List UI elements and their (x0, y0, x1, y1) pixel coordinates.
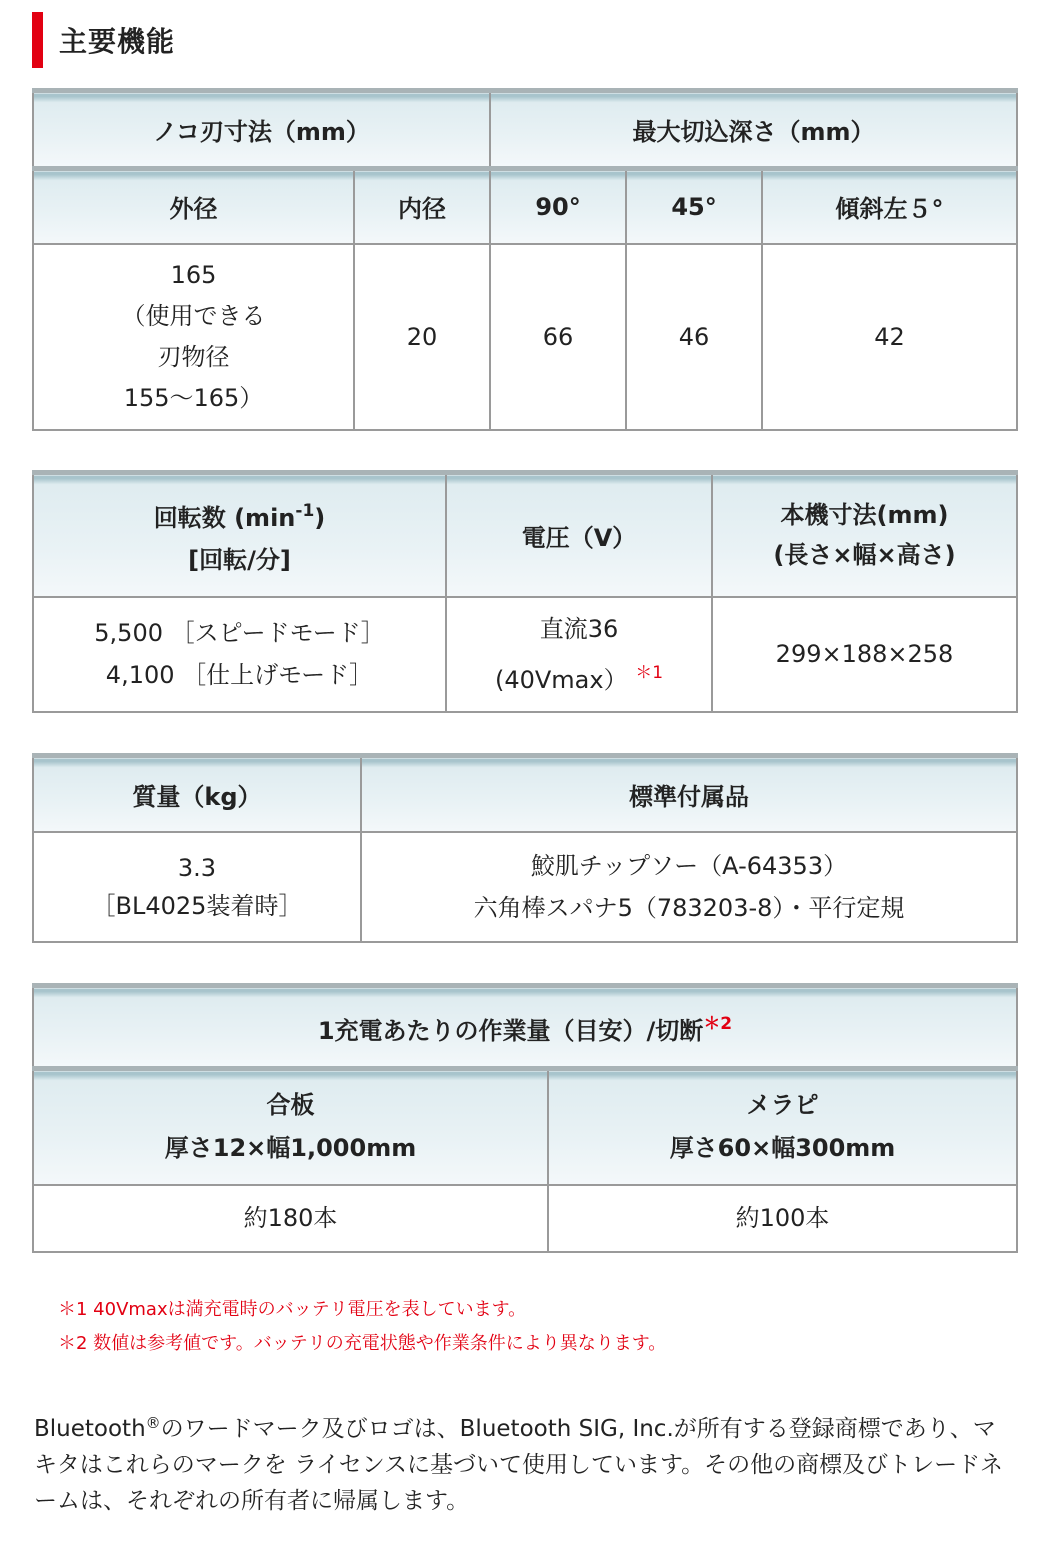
rpm-header-label: 回転数 (min (153, 503, 296, 532)
depth-45-cell: 46 (626, 244, 762, 430)
depth-90-cell: 66 (490, 244, 626, 430)
registered-mark: ® (145, 1414, 161, 1432)
plywood-label: 合板 (266, 1091, 315, 1120)
mass-condition: ［BL4025装着時］ (91, 891, 303, 920)
accessories-header: 標準付属品 (361, 756, 1017, 832)
trademark-text: のワードマーク及びロゴは、Bluetooth SIG, Inc.が所有する登録商標であり、マキタはこれらのマークを ライセンスに基づいて使用しています。その他の商標及びトレードネームは、それぞれの所有者に帰属します。 (34, 1416, 1003, 1514)
merapi-label: メラピ (746, 1091, 819, 1120)
plywood-size: 厚さ12×幅1,000mm (164, 1134, 417, 1163)
voltage-dc: 直流36 (539, 614, 619, 643)
footnote-1: ＊1 40Vmaxは満充電時のバッテリ電圧を表しています。 (58, 1299, 527, 1320)
rpm-speed-mode: 5,500 ［スピードモード］ (94, 619, 385, 647)
accessories-cell (361, 832, 1017, 942)
dimensions-header-label: 本機寸法(mm) (780, 501, 949, 530)
section-heading (32, 12, 175, 68)
outer-diameter-value: 165 (170, 260, 217, 289)
voltage-cell (446, 597, 712, 712)
plywood-header (33, 1069, 548, 1185)
work-capacity-title-text: 1充電あたりの作業量（目安）/切断 (317, 1016, 704, 1045)
inner-diameter-cell: 20 (354, 244, 490, 430)
blade-size-header: ノコ刃寸法（mm） (33, 91, 490, 169)
rpm-cell (33, 597, 446, 712)
dimensions-header-unit: (長さ×幅×高さ) (773, 541, 956, 570)
rpm-header-sup: -1 (295, 500, 315, 521)
accessory-wrench-guide: 六角棒スパナ5（783203-8）・平行定規 (473, 893, 905, 922)
plywood-value: 約180本 (33, 1185, 548, 1252)
voltage-note-mark: ＊1 (635, 662, 664, 683)
merapi-size: 厚さ60×幅300mm (669, 1134, 896, 1163)
footnotes (58, 1293, 666, 1361)
dimensions-cell: 299×188×258 (712, 597, 1017, 712)
footnote-2: ＊2 数値は参考値です。バッテリの充電状態や作業条件により異なります。 (58, 1333, 667, 1354)
mass-cell (33, 832, 361, 942)
rpm-finish-mode: 4,100 ［仕上げモード］ (105, 661, 374, 689)
outer-diameter-note-2: 刃物径 (157, 342, 230, 371)
heading-accent-bar (32, 12, 43, 68)
outer-diameter-header: 外径 (33, 169, 354, 244)
work-capacity-note-mark: ＊2 (703, 1013, 733, 1034)
trademark-notice (34, 1405, 1004, 1519)
inner-diameter-header: 内径 (354, 169, 490, 244)
mass-value: 3.3 (177, 853, 217, 882)
depth-tilt-header: 傾斜左５° (762, 169, 1017, 244)
depth-90-header: 90° (490, 169, 626, 244)
page-title: 主要機能 (59, 25, 176, 58)
mass-accessories-table (32, 753, 1018, 943)
trademark-brand: Bluetooth (34, 1416, 146, 1442)
outer-diameter-cell (33, 244, 354, 430)
depth-tilt-cell: 42 (762, 244, 1017, 430)
mass-header: 質量（kg） (33, 756, 361, 832)
speed-voltage-table (32, 470, 1018, 713)
dimensions-header (712, 473, 1017, 597)
voltage-max: (40Vmax） (494, 665, 628, 694)
merapi-value: 約100本 (548, 1185, 1017, 1252)
max-depth-header: 最大切込深さ（mm） (490, 91, 1017, 169)
rpm-header-close: ) (314, 503, 326, 532)
outer-diameter-note-1: （使用できる (121, 301, 266, 330)
depth-45-header: 45° (626, 169, 762, 244)
rpm-header-unit: [回転/分] (188, 545, 291, 574)
outer-diameter-note-3: 155〜165） (123, 383, 264, 412)
accessory-saw-blade: 鮫肌チップソー（A-64353） (530, 851, 848, 880)
voltage-header: 電圧（V） (446, 473, 712, 597)
merapi-header (548, 1069, 1017, 1185)
work-capacity-table (32, 983, 1018, 1253)
work-capacity-title (33, 986, 1017, 1069)
rpm-header (33, 473, 446, 597)
blade-depth-table (32, 88, 1018, 431)
